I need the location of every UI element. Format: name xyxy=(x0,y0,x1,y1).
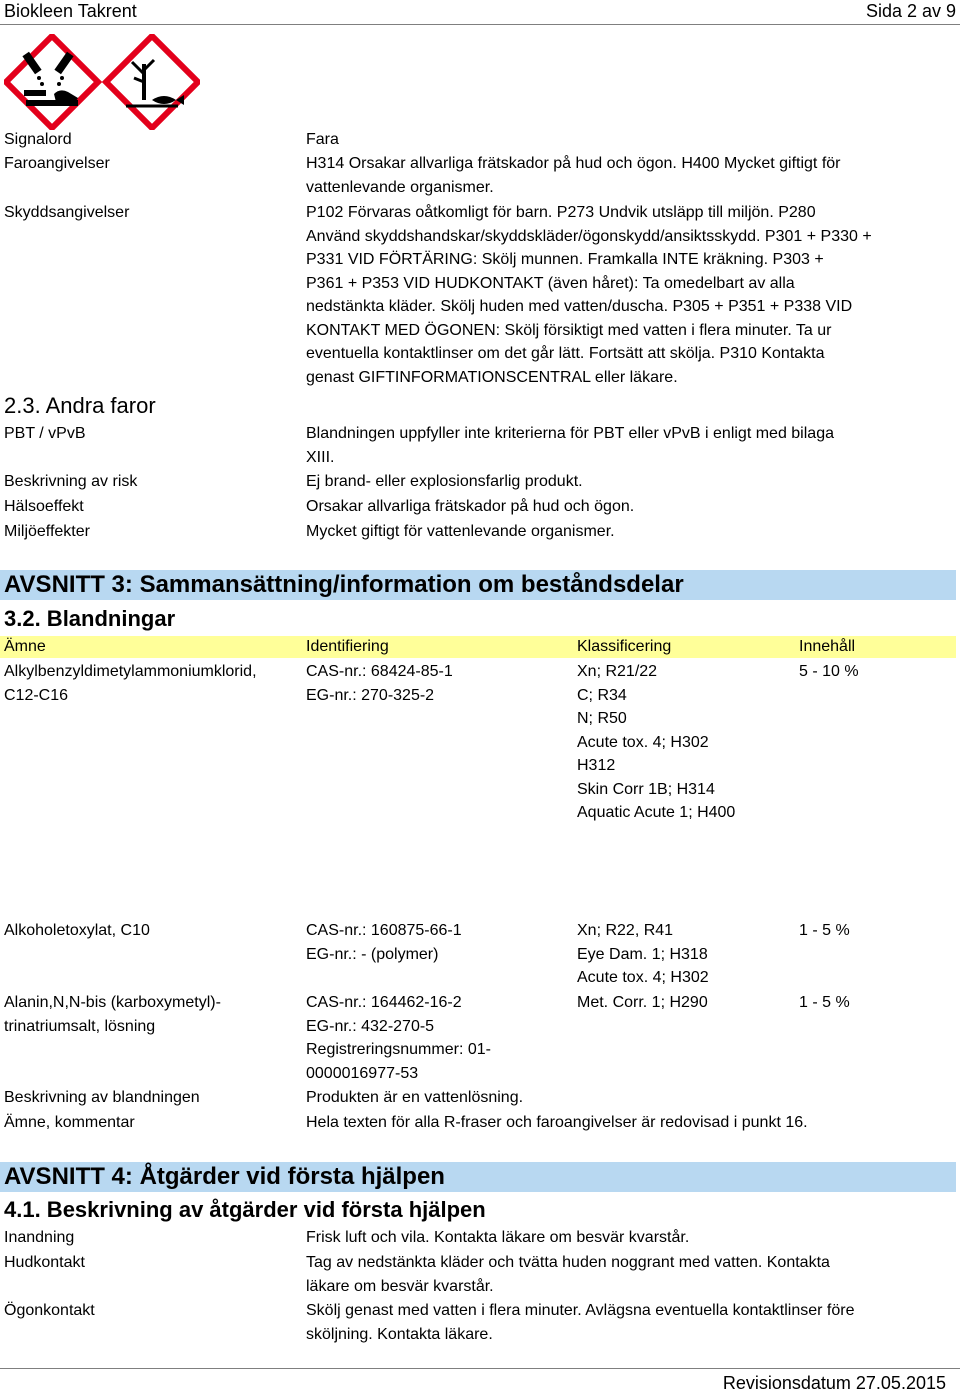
mixture-description-value: Produkten är en vattenlösning. xyxy=(306,1089,524,1106)
document-title: Biokleen Takrent xyxy=(4,1,137,21)
table-cell-substance xyxy=(4,991,300,1038)
risk-label: Beskrivning av risk xyxy=(4,473,138,490)
revision-date: Revisionsdatum 27.05.2015 xyxy=(722,1373,946,1393)
skin-contact-text xyxy=(306,1251,936,1298)
other-hazards-heading: 2.3. Andra faror xyxy=(4,393,156,418)
skin-contact-label: Hudkontakt xyxy=(4,1254,85,1271)
corrosion-pictogram xyxy=(6,36,98,128)
text-line: vattenlevande organismer. xyxy=(306,178,494,196)
text-line: Aquatic Acute 1; H400 xyxy=(577,804,736,821)
text-line: EG-nr.: - (polymer) xyxy=(306,945,439,963)
text-line: Alanin,N,N-bis (karboxymetyl)- xyxy=(4,994,221,1011)
text-line: EG-nr.: 270-325-2 xyxy=(306,686,435,704)
text-line: CAS-nr.: 68424-85-1 xyxy=(306,663,453,680)
text-line: P361 + P353 VID HUDKONTAKT (även håret): Ta omedelbart av alla xyxy=(306,274,795,292)
header-divider xyxy=(0,24,960,25)
text-line: H312 xyxy=(577,757,616,774)
text-line: P331 VID FÖRTÄRING: Skölj munnen. Framkalla INTE kräkning. P303 + xyxy=(306,251,824,268)
column-header: Ämne xyxy=(4,638,46,655)
text-line: N; R50 xyxy=(577,710,627,727)
mixture-description-label: Beskrivning av blandningen xyxy=(4,1089,200,1106)
text-line: Blandningen uppfyller inte kriterierna för PBT eller vPvB i enligt med bilaga xyxy=(306,425,834,442)
environment-label: Miljöeffekter xyxy=(4,523,90,540)
text-line: Met. Corr. 1; H290 xyxy=(577,994,708,1011)
column-header: Identifiering xyxy=(306,638,389,655)
text-line: Acute tox. 4; H302 xyxy=(577,969,709,986)
table-cell-amount: 1 - 5 % xyxy=(799,922,850,939)
environment-pictogram xyxy=(106,36,198,128)
table-cell-classification xyxy=(577,660,795,825)
skyddsangivelser-label: Skyddsangivelser xyxy=(4,204,130,221)
column-header: Klassificering xyxy=(577,638,672,655)
table-cell-identification xyxy=(306,991,572,1085)
inhalation-label: Inandning xyxy=(4,1229,75,1246)
text-line: Alkylbenzyldimetylammoniumklorid, xyxy=(4,663,257,680)
table-cell-substance xyxy=(4,660,300,707)
section3-subtitle: 3.2. Blandningar xyxy=(4,606,176,631)
eye-contact-label: Ögonkontakt xyxy=(4,1302,95,1319)
text-line: Skölj genast med vatten i flera minuter. Avlägsna eventuella kontaktlinser före xyxy=(306,1302,855,1319)
text-line: trinatriumsalt, lösning xyxy=(4,1017,156,1035)
risk-value: Ej brand- eller explosionsfarlig produkt. xyxy=(306,473,583,490)
faroangivelser-text xyxy=(306,152,936,199)
skyddsangivelser-text xyxy=(306,201,936,389)
text-line: läkare om besvär kvarstår. xyxy=(306,1277,494,1295)
signalord-label: Signalord xyxy=(4,131,72,148)
section4-title: AVSNITT 4: Åtgärder vid första hjälpen xyxy=(4,1163,445,1190)
text-line: EG-nr.: 432-270-5 xyxy=(306,1017,435,1035)
text-line: sköljning. Kontakta läkare. xyxy=(306,1325,493,1343)
table-cell-classification xyxy=(577,919,795,990)
text-line: P102 Förvaras oåtkomligt för barn. P273 Undvik utsläpp till miljön. P280 xyxy=(306,204,816,221)
table-cell-amount: 1 - 5 % xyxy=(799,994,850,1011)
text-line: Använd skyddshandskar/skyddskläder/ögonskydd/ansiktsskydd. P301 + P330 + xyxy=(306,227,872,245)
text-line: Xn; R21/22 xyxy=(577,663,658,680)
text-line: Eye Dam. 1; H318 xyxy=(577,945,708,963)
text-line: Tag av nedstänkta kläder och tvätta huden noggrant med vatten. Kontakta xyxy=(306,1254,830,1271)
text-line: H314 Orsakar allvarliga frätskador på hud och ögon. H400 Mycket giftigt för xyxy=(306,155,841,172)
column-header: Innehåll xyxy=(799,638,856,655)
signalord-value: Fara xyxy=(306,131,339,148)
text-line: eventuella kontaktlinser om det går lätt. Fortsätt att skölja. P310 Kontakta xyxy=(306,345,825,362)
page-number: Sida 2 av 9 xyxy=(865,1,956,21)
footer-divider xyxy=(0,1368,960,1369)
substance-comment-value: Hela texten för alla R-fraser och faroangivelser är redovisad i punkt 16. xyxy=(306,1114,808,1131)
section3-title: AVSNITT 3: Sammansättning/information om beståndsdelar xyxy=(4,571,684,598)
substance-comment-label: Ämne, kommentar xyxy=(4,1114,135,1131)
text-line: Xn; R22, R41 xyxy=(577,922,674,939)
pbt-text xyxy=(306,422,936,469)
health-label: Hälsoeffekt xyxy=(4,498,84,515)
table-cell-substance xyxy=(4,919,300,943)
table-cell-classification xyxy=(577,991,795,1015)
environment-value: Mycket giftigt för vattenlevande organismer. xyxy=(306,523,615,540)
pbt-label: PBT / vPvB xyxy=(4,425,86,442)
text-line: KONTAKT MED ÖGONEN: Skölj försiktigt med vatten i flera minuter. Ta ur xyxy=(306,321,832,339)
text-line: genast GIFTINFORMATIONSCENTRAL eller läkare. xyxy=(306,368,678,386)
text-line: nedstänkta kläder. Skölj huden med vatten/duscha. P305 + P351 + P338 VID xyxy=(306,298,853,315)
faroangivelser-label: Faroangivelser xyxy=(4,155,110,172)
text-line: Registreringsnummer: 01- xyxy=(306,1041,491,1058)
text-line: Skin Corr 1B; H314 xyxy=(577,780,715,798)
text-line: CAS-nr.: 164462-16-2 xyxy=(306,994,462,1011)
inhalation-value: Frisk luft och vila. Kontakta läkare om besvär kvarstår. xyxy=(306,1229,690,1246)
ghs-pictograms xyxy=(4,34,200,130)
text-line: Acute tox. 4; H302 xyxy=(577,733,709,751)
text-line: CAS-nr.: 160875-66-1 xyxy=(306,922,462,939)
health-value: Orsakar allvarliga frätskador på hud och ögon. xyxy=(306,498,635,515)
table-cell-amount: 5 - 10 % xyxy=(799,663,859,680)
section4-subtitle: 4.1. Beskrivning av åtgärder vid första hjälpen xyxy=(4,1197,486,1222)
text-line: XIII. xyxy=(306,448,335,466)
text-line: C12-C16 xyxy=(4,686,69,704)
text-line: Alkoholetoxylat, C10 xyxy=(4,922,150,939)
table-cell-identification xyxy=(306,919,572,966)
table-cell-identification xyxy=(306,660,572,707)
text-line: 0000016977-53 xyxy=(306,1064,419,1082)
text-line: C; R34 xyxy=(577,686,627,704)
eye-contact-text xyxy=(306,1299,936,1346)
